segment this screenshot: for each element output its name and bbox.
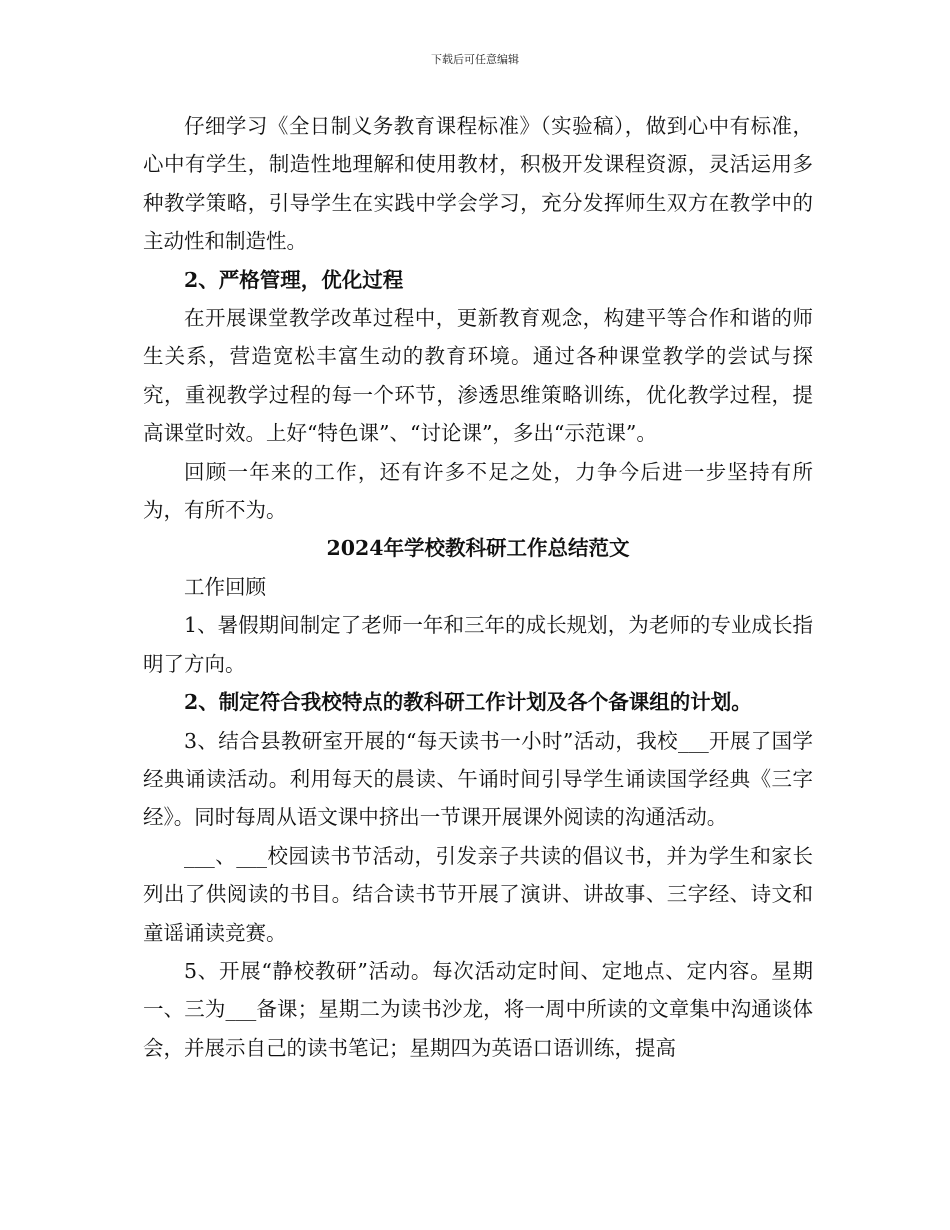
document-body [143, 107, 813, 1067]
paragraph-review-shortcomings: 回顾一年来的工作，还有许多不足之处，力争今后进一步坚持有所为，有所不为。 [143, 459, 813, 523]
subheading-work-review: 工作回顾 [184, 574, 266, 599]
article-title: 2024年学校教科研工作总结范文 [326, 536, 630, 561]
paragraph-classroom-reform: 在开展课堂教学改革过程中，更新教育观念，构建平等合作和谐的师生关系，营造宽松丰富生动的教育环境。通过各种课堂教学的尝试与探究，重视教学过程的每一个环节，渗透思维策略训练，优化教学过程，提高课堂时效。上好“特色课”、“讨论课”，多出“示范课”。 [143, 306, 813, 446]
paragraph-reading-festival: ___、___校园读书节活动，引发亲子共读的倡议书，并为学生和家长列出了供阅读的书目。结合读书节开展了演讲、讲故事、三字经、诗文和童谣诵读竞赛。 [143, 843, 813, 945]
section-heading-strict-management: 2、严格管理，优化过程 [184, 267, 404, 292]
page-header: 下载后可任意编辑 [431, 53, 519, 66]
paragraph-item-1-growth-plan: 1、暑假期间制定了老师一年和三年的成长规划，为老师的专业成长指明了方向。 [143, 613, 813, 676]
paragraph-item-2-research-plan: 2、制定符合我校特点的教科研工作计划及各个备课组的计划。 [184, 690, 752, 715]
paragraph-curriculum-study: 仔细学习《全日制义务教育课程标准》（实验稿），做到心中有标准，心中有学生，制造性地理解和使用教材，积极开发课程资源，灵活运用多种教学策略，引导学生在实践中学会学习，充分发挥师生双方在教学中的主动性和制造性。 [143, 114, 813, 254]
paragraph-item-3-reading-activity: 3、结合县教研室开展的“每天读书一小时”活动，我校___开展了国学经典诵读活动。利用每天的晨读、午诵时间引导学生诵读国学经典《三字经》。同时每周从语文课中挤出一节课开展课外阅读的沟通活动。 [143, 728, 813, 830]
paragraph-item-5-quiet-research: 5、开展“静校教研”活动。每次活动定时间、定地点、定内容。星期一、三为___备课；星期二为读书沙龙，将一周中所读的文章集中沟通谈体会，并展示自己的读书笔记；星期四为英语口语训练，提高 [143, 958, 813, 1060]
